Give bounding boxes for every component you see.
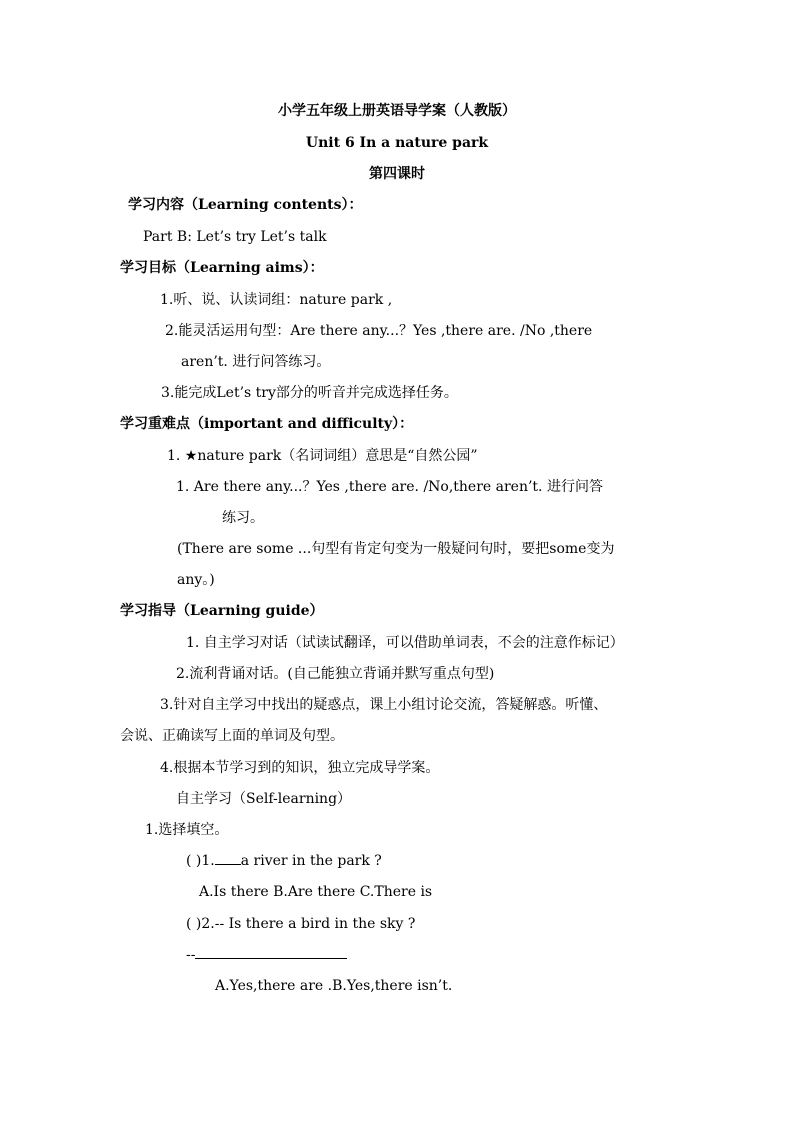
exercise-title: 1.选择填空。 <box>145 822 229 838</box>
aims-item-2: 2.能灵活运用句型：Are there any...？Yes ,there are. /No ,there <box>165 323 593 339</box>
guide-item-1: 1. 自主学习对话（试读试翻译，可以借助单词表，不会的注意作标记） <box>186 635 624 651</box>
question-2-answer <box>186 946 347 964</box>
difficulty-item-2-cont: 练习。 <box>222 510 264 526</box>
question-1-blank <box>215 852 241 865</box>
aims-heading: 学习目标（Learning aims）： <box>120 260 324 276</box>
guide-item-4: 4.根据本节学习到的知识，独立完成导学案。 <box>160 760 440 776</box>
difficulty-heading: 学习重难点（important and difficulty）： <box>120 416 414 432</box>
question-1-text: a river in the park ? <box>240 853 382 869</box>
aims-item-3: 3.能完成Let’s try部分的听音并完成选择任务。 <box>161 385 458 401</box>
guide-item-3: 3.针对自主学习中找出的疑惑点，课上小组讨论交流，答疑解惑。听懂、 <box>160 697 608 713</box>
difficulty-item-2: 1. Are there any...？Yes ,there are. /No,there aren’t. 进行问答 <box>176 479 603 495</box>
aims-item-1: 1.听、说、认读词组：nature park , <box>160 292 393 308</box>
difficulty-note-cont: any。) <box>177 572 215 588</box>
document-title: 小学五年级上册英语导学案（人教版） <box>278 103 516 119</box>
difficulty-item-1: 1. ★nature park（名词词组）意思是“自然公园” <box>167 448 478 464</box>
question-2-options: A.Yes,there are .B.Yes,there isn’t. <box>215 978 453 994</box>
aims-item-2-cont: aren’t. 进行问答练习。 <box>181 354 331 370</box>
self-learning-heading: 自主学习（Self-learning） <box>176 791 352 807</box>
question-1 <box>186 852 382 870</box>
question-2-dash: -- <box>186 947 196 963</box>
contents-heading: 学习内容（Learning contents）： <box>128 197 363 213</box>
guide-heading: 学习指导（Learning guide） <box>120 603 324 619</box>
question-2-blank <box>195 946 347 959</box>
guide-item-2: 2.流利背诵对话。(自己能独立背诵并默写重点句型) <box>176 666 495 682</box>
question-2: ( )2.-- Is there a bird in the sky ? <box>186 916 416 932</box>
contents-text: Part B: Let’s try Let’s talk <box>143 229 327 245</box>
lesson-title: 第四课时 <box>369 166 425 182</box>
unit-title: Unit 6 In a nature park <box>305 135 489 151</box>
guide-item-3-cont: 会说、正确读写上面的单词及句型。 <box>120 728 344 744</box>
question-1-number: ( )1. <box>186 853 215 869</box>
question-1-options: A.Is there B.Are there C.There is <box>199 884 433 900</box>
difficulty-note: (There are some ...句型有肯定句变为一般疑问句时，要把some变为 <box>177 541 615 557</box>
